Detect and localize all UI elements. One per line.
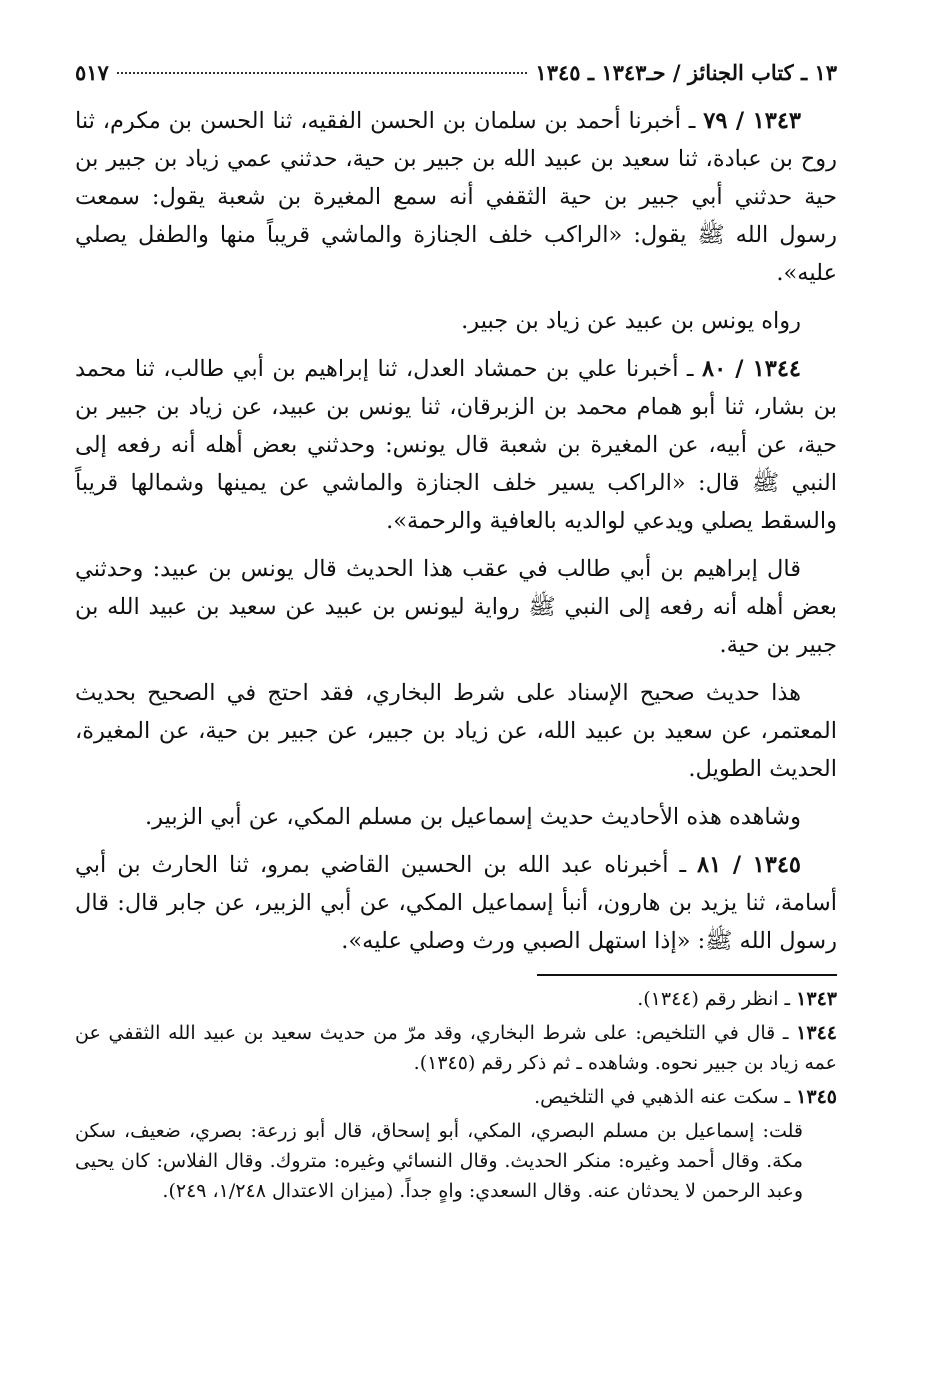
running-title: ١٣ ـ كتاب الجنائز / حـ١٣٤٣ ـ ١٣٤٥	[535, 60, 837, 85]
footnote-text: ـ انظر رقم (١٣٤٤).	[637, 988, 797, 1010]
leader-dots	[117, 72, 528, 74]
footnotes	[75, 984, 837, 1206]
hadith-1344	[75, 350, 837, 540]
footnote-1344	[75, 1018, 837, 1078]
commentary-paragraph	[75, 550, 837, 664]
footnote-number: ١٣٤٣	[796, 988, 837, 1010]
running-header	[75, 58, 837, 88]
commentary-text: هذا حديث صحيح الإسناد على شرط البخاري، فقد احتج في الصحيح بحديث المعتمر، عن سعيد بن عبيد الله، عن زياد بن جبير، عن جبير بن حية، عن المغيرة، الحديث الطويل.	[75, 680, 837, 782]
page-number: ٥١٧	[75, 60, 109, 85]
footnote-number: ١٣٤٥	[796, 1086, 837, 1108]
page	[75, 58, 837, 1210]
footnote-text: ـ قال في التلخيص: على شرط البخاري، وقد مرّ من حديث سعيد بن عبيد الله الثقفي عن عمه زياد بن جبير نحوه. وشاهده ـ ثم ذكر رقم (١٣٤٥).	[75, 1022, 837, 1074]
main-text	[75, 102, 837, 960]
commentary-text: وشاهده هذه الأحاديث حديث إسماعيل بن مسلم المكي، عن أبي الزبير.	[145, 804, 801, 830]
footnote-text: ـ سكت عنه الذهبي في التلخيص.	[534, 1086, 797, 1108]
hadith-1345	[75, 846, 837, 960]
footnote-text: قلت: إسماعيل بن مسلم البصري، المكي، أبو إسحاق، قال أبو زرعة: بصري، ضعيف، سكن مكة. وقال أحمد وغيره: منكر الحديث. وقال النسائي وغيره: متروك. وقال الفلاس: كان يحيى وعبد الرحمن لا يحدثان عنه. وقال السعدي: واهٍ جداً. (ميزان الاعتدال ١/٢٤٨، ٢٤٩).	[75, 1120, 803, 1202]
commentary-paragraph	[75, 674, 837, 788]
footnote-continuation	[75, 1116, 837, 1206]
footnote-1343	[75, 984, 837, 1014]
commentary-paragraph	[75, 302, 837, 340]
hadith-text: ـ أخبرنا علي بن حمشاد العدل، ثنا إبراهيم بن أبي طالب، ثنا محمد بن بشار، ثنا أبو همام محمد بن الزبرقان، ثنا يونس بن عبيد، عن زياد بن جبير بن حية، عن أبيه، عن المغيرة بن شعبة قال يونس: وحدثني بعض أهله أنه رفعه إلى النبي ﷺ قال: «الراكب يسير خلف الجنازة والماشي عن يمينها وشمالها قريباً والسقط يصلي ويدعي لوالديه بالعافية والرحمة».	[75, 356, 837, 534]
hadith-number: ١٣٤٥ / ٨١	[697, 852, 802, 878]
footnote-1345	[75, 1082, 837, 1112]
footnote-divider	[537, 974, 837, 976]
footnote-number: ١٣٤٤	[796, 1022, 837, 1044]
commentary-paragraph	[75, 798, 837, 836]
hadith-number: ١٣٤٣ / ٧٩	[703, 108, 801, 134]
commentary-text: قال إبراهيم بن أبي طالب في عقب هذا الحديث قال يونس بن عبيد: وحدثني بعض أهله أنه رفعه إلى النبي ﷺ رواية ليونس بن عبيد عن سعيد بن عبيد الله بن جبير بن حية.	[75, 556, 837, 658]
hadith-number: ١٣٤٤ / ٨٠	[701, 356, 802, 382]
hadith-text: ـ أخبرناه عبد الله بن الحسين القاضي بمرو، ثنا الحارث بن أبي أسامة، ثنا يزيد بن هارون، أنبأ إسماعيل المكي، عن أبي الزبير، عن جابر قال: قال رسول الله ﷺ: «إذا استهل الصبي ورث وصلي عليه».	[75, 852, 837, 954]
commentary-text: رواه يونس بن عبيد عن زياد بن جبير.	[461, 308, 801, 334]
hadith-1343	[75, 102, 837, 292]
hadith-text: ـ أخبرنا أحمد بن سلمان بن الحسن الفقيه، ثنا الحسن بن مكرم، ثنا روح بن عبادة، ثنا سعيد بن عبيد الله بن جبير بن حية، حدثني عمي زياد بن جبير بن حية حدثني أبي جبير بن حية الثقفي أنه سمع المغيرة بن شعبة يقول: سمعت رسول الله ﷺ يقول: «الراكب خلف الجنازة والماشي قريباً منها والطفل يصلي عليه».	[75, 108, 837, 286]
